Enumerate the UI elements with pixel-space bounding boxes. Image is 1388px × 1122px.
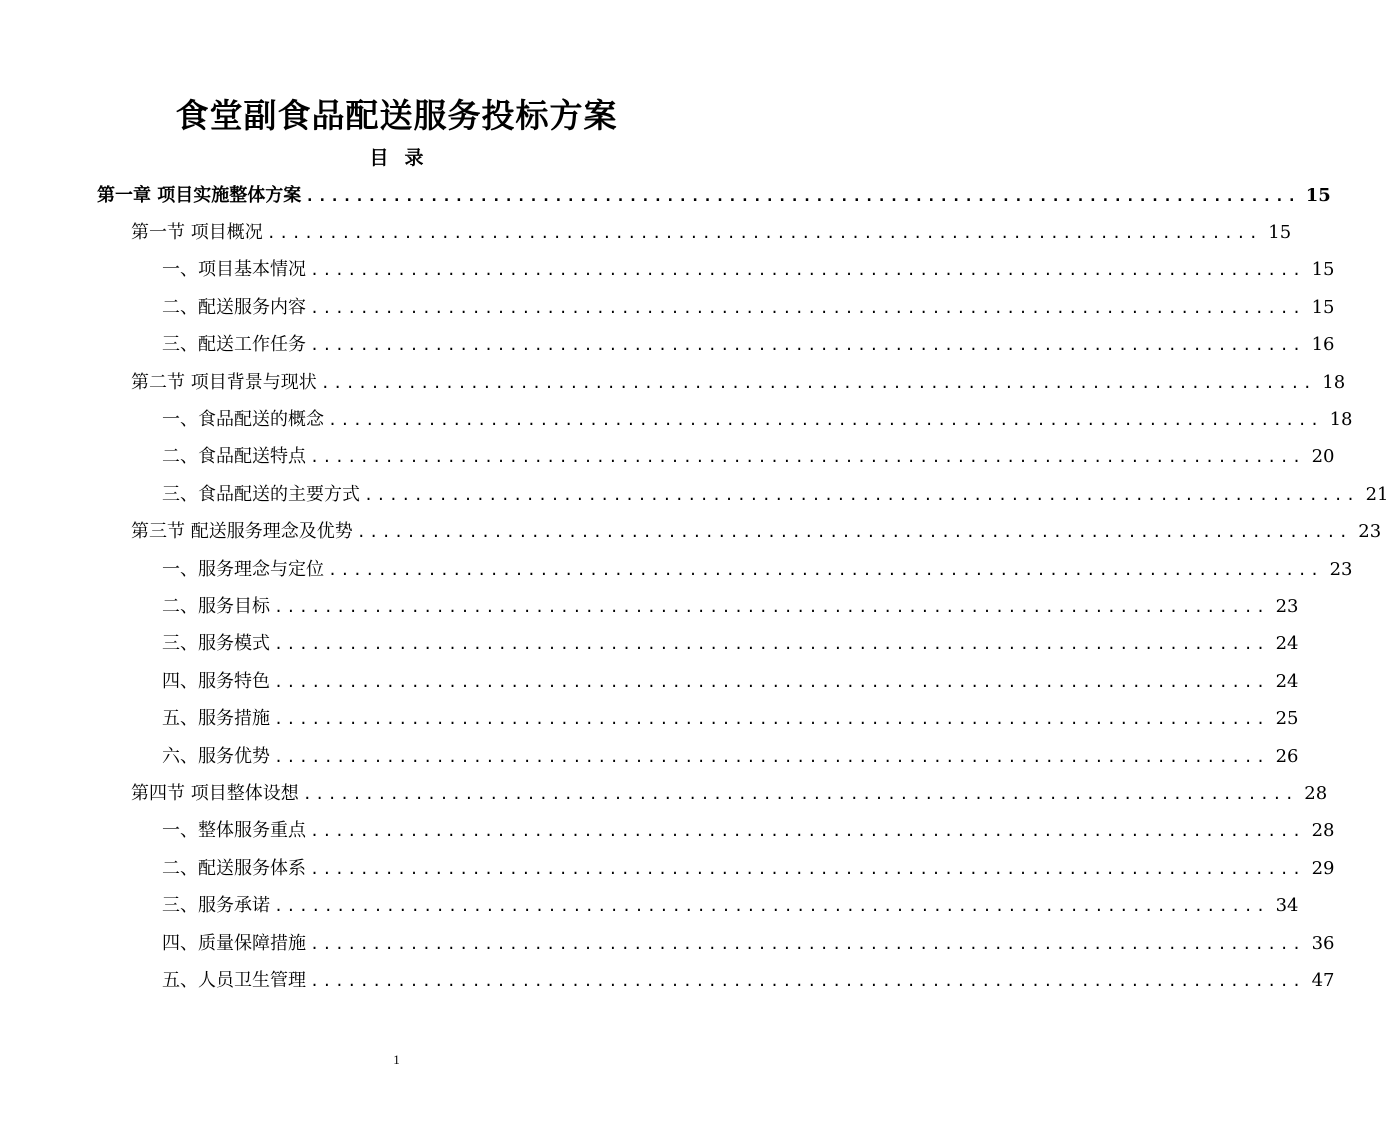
toc-entry-page-number: 28	[1311, 820, 1335, 842]
toc-dot-leader: ................................................................................	[310, 298, 1305, 317]
toc-dot-leader: ................................................................................	[274, 635, 1269, 654]
toc-entry-label: 二、食品配送特点	[162, 446, 306, 468]
toc-entry[interactable]	[0, 327, 1335, 364]
toc-dot-leader: ................................................................................	[364, 485, 1359, 504]
toc-entry-page-number: 23	[1275, 595, 1299, 617]
toc-entry-label: 四、服务特色	[162, 670, 270, 692]
toc-entry[interactable]	[0, 439, 1335, 476]
toc-entry-page-number: 18	[1322, 371, 1346, 393]
toc-entry-label: 一、项目基本情况	[162, 259, 306, 281]
toc-entry-page-number: 29	[1311, 857, 1335, 879]
toc-entry[interactable]	[0, 813, 1335, 850]
toc-entry-page-number: 15	[1305, 184, 1331, 206]
toc-dot-leader: ................................................................................	[274, 710, 1269, 729]
toc-heading	[0, 144, 793, 172]
toc-entry[interactable]	[0, 588, 1299, 625]
toc-entry-page-number: 28	[1304, 782, 1328, 804]
toc-dot-leader: ................................................................................	[310, 448, 1305, 467]
toc-entry[interactable]	[0, 364, 1346, 401]
toc-entry-label: 三、配送工作任务	[162, 334, 306, 356]
toc-entry-label: 六、服务优势	[162, 745, 270, 767]
toc-dot-leader: ................................................................................	[274, 597, 1269, 616]
toc-entry-page-number: 26	[1275, 745, 1299, 767]
toc-entry[interactable]	[0, 850, 1335, 887]
toc-entry-page-number: 15	[1311, 296, 1335, 318]
toc-dot-leader: ................................................................................	[274, 897, 1269, 916]
toc-entry[interactable]	[0, 738, 1299, 775]
toc-dot-leader: ................................................................................	[266, 224, 1262, 243]
toc-dot-leader: ................................................................................	[274, 747, 1269, 766]
toc-entry[interactable]	[0, 775, 1328, 812]
toc-entry[interactable]	[0, 401, 1353, 438]
toc-entry-label: 四、质量保障措施	[162, 932, 306, 954]
toc-entry-label: 一、食品配送的概念	[162, 409, 324, 431]
toc-entry[interactable]	[0, 925, 1335, 962]
toc-entry-label: 第一节 项目概况	[131, 222, 263, 244]
toc-entry-page-number: 18	[1329, 409, 1353, 431]
toc-heading-char: 录	[404, 147, 424, 169]
toc-dot-leader: ................................................................................	[310, 822, 1305, 841]
toc-dot-leader: ................................................................................	[310, 859, 1305, 878]
toc-entry[interactable]	[0, 700, 1299, 737]
toc-entry[interactable]	[0, 476, 1388, 513]
toc-entry-page-number: 36	[1311, 932, 1335, 954]
toc-entry-label: 三、服务承诺	[162, 895, 270, 917]
toc-dot-leader: ................................................................................	[356, 523, 1352, 542]
toc-dot-leader: ................................................................................	[328, 560, 1323, 579]
table-of-contents	[0, 177, 1388, 1000]
toc-entry-label: 第四节 项目整体设想	[131, 782, 299, 804]
toc-entry-page-number: 16	[1311, 334, 1335, 356]
toc-dot-leader: ................................................................................	[302, 784, 1298, 803]
toc-entry-label: 三、服务模式	[162, 633, 270, 655]
toc-entry-label: 一、服务理念与定位	[162, 558, 324, 580]
toc-entry-page-number: 47	[1311, 969, 1335, 991]
toc-dot-leader: ................................................................................	[328, 411, 1323, 430]
toc-entry[interactable]	[0, 514, 1382, 551]
toc-entry[interactable]	[0, 214, 1292, 251]
toc-entry[interactable]	[0, 887, 1299, 924]
toc-entry-page-number: 24	[1275, 670, 1299, 692]
toc-entry-label: 第三节 配送服务理念及优势	[131, 521, 353, 543]
toc-entry-label: 二、配送服务内容	[162, 296, 306, 318]
toc-entry[interactable]	[0, 663, 1299, 700]
toc-dot-leader: ................................................................................	[310, 971, 1305, 990]
toc-entry-page-number: 20	[1311, 446, 1335, 468]
toc-entry-page-number: 15	[1311, 259, 1335, 281]
toc-dot-leader: ................................................................................	[320, 373, 1316, 392]
toc-entry-label: 二、服务目标	[162, 595, 270, 617]
toc-entry-page-number: 21	[1365, 483, 1388, 505]
toc-entry-label: 二、配送服务体系	[162, 857, 306, 879]
toc-dot-leader: ................................................................................	[310, 934, 1305, 953]
toc-entry-label: 第二节 项目背景与现状	[131, 371, 317, 393]
toc-entry[interactable]	[0, 252, 1335, 289]
toc-entry[interactable]	[0, 626, 1299, 663]
toc-entry[interactable]	[0, 177, 1331, 214]
toc-entry-page-number: 23	[1358, 521, 1382, 543]
toc-dot-leader: ................................................................................	[310, 336, 1305, 355]
toc-dot-leader: ................................................................................	[274, 672, 1269, 691]
toc-entry-label: 第一章 项目实施整体方案	[97, 184, 302, 206]
toc-entry-page-number: 15	[1268, 222, 1292, 244]
toc-entry-label: 五、服务措施	[162, 708, 270, 730]
toc-entry-page-number: 23	[1329, 558, 1353, 580]
toc-entry-page-number: 24	[1275, 633, 1299, 655]
toc-dot-leader: ................................................................................	[305, 186, 1300, 205]
toc-entry-page-number: 25	[1275, 708, 1299, 730]
toc-entry[interactable]	[0, 962, 1335, 999]
toc-entry[interactable]	[0, 289, 1335, 326]
toc-heading-char: 目	[369, 147, 389, 169]
page-number: 1	[393, 1052, 400, 1067]
toc-dot-leader: ................................................................................	[310, 261, 1305, 280]
document-title: 食堂副食品配送服务投标方案	[175, 96, 618, 135]
toc-entry-label: 一、整体服务重点	[162, 820, 306, 842]
toc-entry-label: 五、人员卫生管理	[162, 969, 306, 991]
toc-entry-label: 三、食品配送的主要方式	[162, 483, 360, 505]
toc-entry-page-number: 34	[1275, 895, 1299, 917]
toc-entry[interactable]	[0, 551, 1353, 588]
